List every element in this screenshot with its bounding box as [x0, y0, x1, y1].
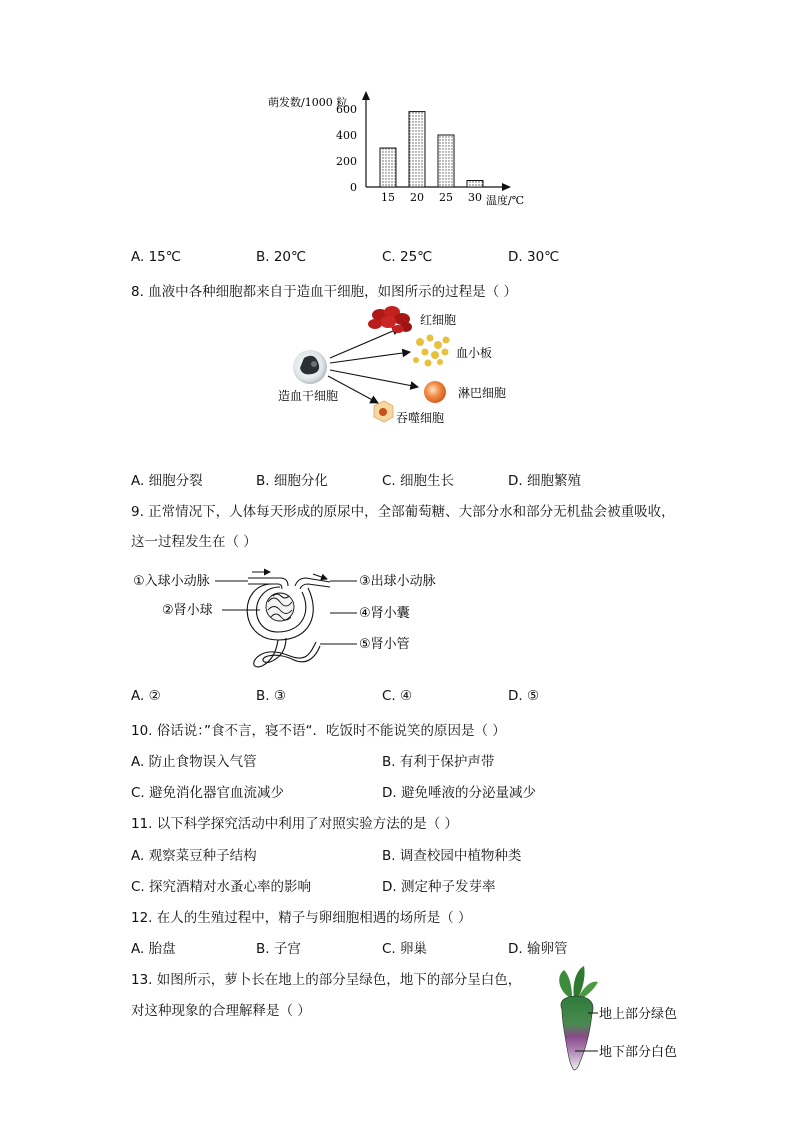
label-efferent: ③出球小动脉 — [359, 574, 436, 589]
q12-option-c[interactable]: C. 卵巢 — [382, 941, 428, 957]
q8-option-d[interactable]: D. 细胞繁殖 — [508, 473, 581, 489]
q12-option-a[interactable]: A. 胎盘 — [131, 941, 176, 957]
q10-option-d[interactable]: D. 避免唾液的分泌量减少 — [382, 785, 536, 801]
q13-stem-line2: 对这种现象的合理解释是（ ） — [131, 1003, 311, 1019]
q7-option-b[interactable]: B. 20℃ — [256, 249, 307, 265]
q7-option-a[interactable]: A. 15℃ — [131, 249, 181, 265]
q13-stem-line1: 13. 如图所示，萝卜长在地上的部分呈绿色，地下的部分呈白色， — [131, 972, 522, 988]
q11-stem: 11. 以下科学探究活动中利用了对照实验方法的是（ ） — [131, 816, 459, 832]
chart-ylabel: 萌发数/1000 粒 — [268, 96, 348, 109]
lymphocyte-icon — [424, 381, 446, 403]
bar-15 — [380, 148, 396, 187]
glomerulus-tangle — [266, 593, 294, 621]
q12-option-b[interactable]: B. 子宫 — [256, 941, 301, 957]
q10-option-c[interactable]: C. 避免消化器官血流减少 — [131, 785, 285, 801]
label-glomerulus: ②肾小球 — [162, 603, 213, 618]
x-tick-label: 30 — [468, 191, 482, 204]
radish-root-icon — [561, 996, 593, 1070]
bar-20 — [409, 112, 425, 187]
radish-diagram — [548, 962, 718, 1077]
label-afferent: ①入球小动脉 — [133, 574, 210, 589]
q9-stem-line2: 这一过程发生在（ ） — [131, 534, 257, 550]
q9-option-d[interactable]: D. ⑤ — [508, 688, 540, 704]
bar-30 — [467, 181, 483, 188]
q10-option-a[interactable]: A. 防止食物误入气管 — [131, 754, 257, 770]
stem-cell-diagram — [270, 300, 530, 435]
label-stem: 造血干细胞 — [278, 389, 339, 403]
q11-option-a[interactable]: A. 观察菜豆种子结构 — [131, 848, 257, 864]
x-tick-label: 20 — [410, 191, 424, 204]
q8-option-a[interactable]: A. 细胞分裂 — [131, 473, 203, 489]
label-lymph: 淋巴细胞 — [458, 386, 507, 400]
y-axis-arrow — [362, 91, 370, 100]
red-blood-cells-icon — [368, 306, 412, 333]
y-tick-label: 600 — [336, 103, 357, 116]
nephron-diagram — [130, 562, 470, 677]
q9-option-c[interactable]: C. ④ — [382, 688, 413, 704]
stem-cell-icon — [293, 350, 327, 384]
renal-tubule — [254, 640, 316, 667]
label-capsule: ④肾小囊 — [359, 606, 410, 621]
q9-option-a[interactable]: A. ② — [131, 688, 161, 704]
radish-leaves-icon — [559, 966, 598, 1000]
y-tick-label: 400 — [336, 129, 357, 142]
q9-stem-line1: 9. 正常情况下，人体每天形成的原尿中，全部葡萄糖、大部分水和部分无机盐会被重吸收， — [131, 504, 675, 520]
q11-option-c[interactable]: C. 探究酒精对水蚤心率的影响 — [131, 879, 312, 895]
q7-option-d[interactable]: D. 30℃ — [508, 249, 560, 265]
label-above-ground: 地上部分绿色 — [599, 1007, 678, 1022]
platelets-icon — [413, 335, 450, 367]
label-rbc: 红细胞 — [420, 313, 457, 327]
q9-option-b[interactable]: B. ③ — [256, 688, 286, 704]
q10-option-b[interactable]: B. 有利于保护声带 — [382, 754, 495, 770]
q7-option-c[interactable]: C. 25℃ — [382, 249, 433, 265]
q10-stem: 10. 俗话说：”食不言，寝不语“．吃饭时不能说笑的原因是（ ） — [131, 723, 506, 739]
x-axis-arrow — [502, 183, 511, 191]
chart-xlabel: 温度/℃ — [486, 194, 525, 207]
germination-bar-chart — [262, 88, 542, 213]
label-below-ground: 地下部分白色 — [599, 1045, 678, 1060]
q8-option-b[interactable]: B. 细胞分化 — [256, 473, 328, 489]
label-tubule: ⑤肾小管 — [359, 637, 410, 652]
q11-option-b[interactable]: B. 调查校园中植物种类 — [382, 848, 522, 864]
bar-25 — [438, 135, 454, 187]
x-tick-label: 15 — [381, 191, 395, 204]
label-phago: 吞噬细胞 — [396, 411, 445, 425]
q11-option-d[interactable]: D. 测定种子发芽率 — [382, 879, 496, 895]
q12-option-d[interactable]: D. 输卵管 — [508, 941, 568, 957]
phagocyte-icon — [374, 401, 393, 422]
x-tick-label: 25 — [439, 191, 453, 204]
label-platelet: 血小板 — [456, 346, 493, 360]
q8-stem: 8. 血液中各种细胞都来自于造血干细胞，如图所示的过程是（ ） — [131, 284, 517, 300]
q8-option-c[interactable]: C. 细胞生长 — [382, 473, 455, 489]
y-tick-label: 0 — [350, 181, 357, 194]
q12-stem: 12. 在人的生殖过程中，精子与卵细胞相遇的场所是（ ） — [131, 910, 472, 926]
y-tick-label: 200 — [336, 155, 357, 168]
